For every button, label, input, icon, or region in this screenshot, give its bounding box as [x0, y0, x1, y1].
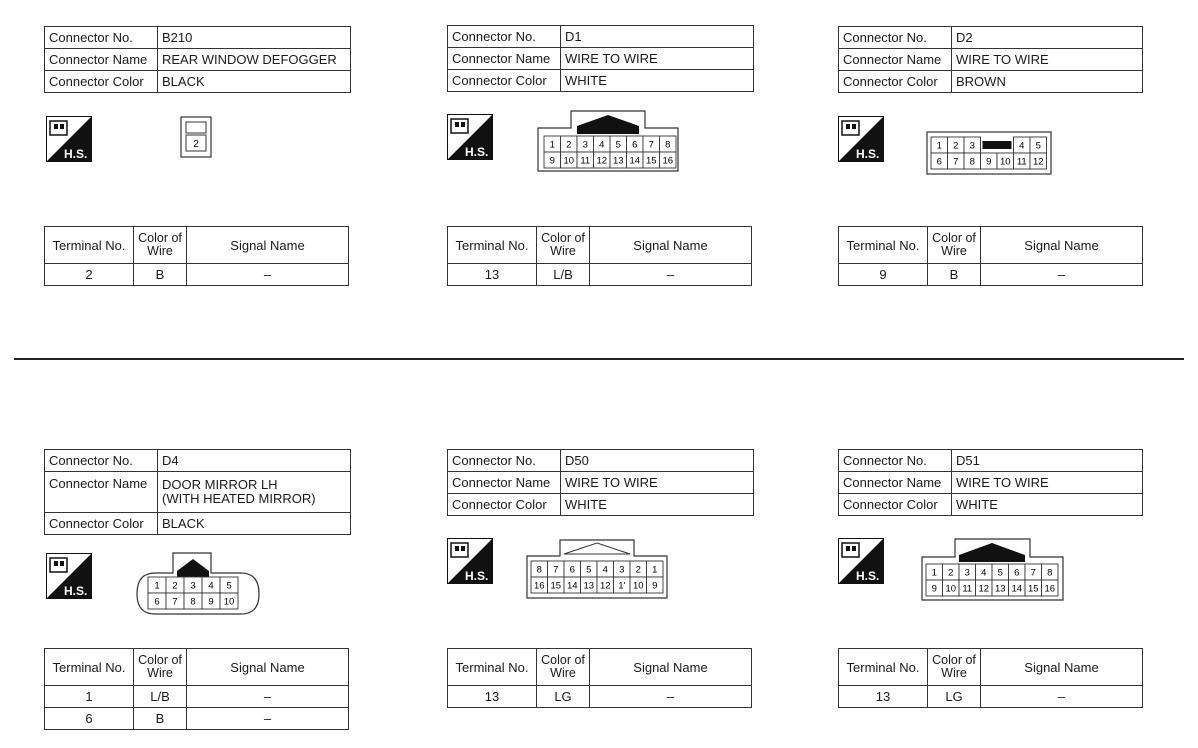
terminal-table: [447, 648, 752, 708]
connector-info-table: [44, 26, 351, 93]
harness-side-icon: [447, 114, 493, 160]
connector-name-value: WIRE TO WIRE: [561, 472, 754, 494]
signal-cell: –: [187, 264, 349, 286]
connector-name-value: WIRE TO WIRE: [952, 49, 1143, 71]
connector-name-label: Connector Name: [839, 49, 952, 71]
pin-label: 12: [596, 155, 608, 167]
pin-label: 11: [962, 583, 973, 595]
pin-label: 15: [550, 580, 562, 592]
connector-no-value: B210: [158, 27, 351, 49]
terminal-table: [838, 648, 1143, 708]
table-row: [839, 686, 1143, 708]
connector-face-b210: [180, 116, 212, 158]
pin-label: 2: [953, 140, 959, 152]
pin-label: 1: [652, 564, 658, 576]
connector-info-table: [44, 449, 351, 535]
pin-label: 3: [619, 564, 625, 576]
keyway-mark: [983, 141, 1012, 149]
signal-name-header: Signal Name: [187, 649, 349, 686]
pin-label: 9: [931, 583, 937, 595]
pin-label: 10: [632, 580, 644, 592]
connector-info-table: [838, 26, 1143, 93]
connector-no-label: Connector No.: [839, 450, 952, 472]
pin-label: 16: [533, 580, 545, 592]
connector-face-d4: [135, 551, 261, 616]
pin-label: 5: [586, 564, 592, 576]
signal-name-header: Signal Name: [590, 649, 752, 686]
pin-label: 12: [599, 580, 611, 592]
hs-label: H.S.: [465, 569, 489, 583]
connector-color-label: Connector Color: [839, 494, 952, 516]
pin-label: 2: [193, 139, 199, 150]
connector-name-label: Connector Name: [448, 472, 561, 494]
pin-label: 5: [226, 580, 232, 592]
terminal-cell: 1: [45, 686, 134, 708]
pin-label: 5: [615, 139, 621, 151]
connector-no-label: Connector No.: [45, 27, 158, 49]
pin-label: 6: [632, 139, 638, 151]
hs-label: H.S.: [856, 147, 880, 161]
connector-name-label: Connector Name: [448, 48, 561, 70]
pin-label: 11: [580, 155, 591, 167]
connector-info-table: [447, 449, 754, 516]
pin-label: 12: [978, 583, 990, 595]
terminal-cell: 13: [448, 264, 537, 286]
pin-label: 12: [1032, 156, 1044, 168]
pin-label: 3: [190, 580, 196, 592]
signal-name-header: Signal Name: [981, 649, 1143, 686]
pin-label: 9: [549, 155, 555, 167]
pin-label: 8: [1047, 567, 1053, 579]
pin-label: 8: [190, 596, 196, 608]
harness-side-icon: [46, 553, 92, 599]
pin-label: 16: [662, 155, 674, 167]
connector-face-d2: [926, 131, 1052, 175]
connector-no-value: D2: [952, 27, 1143, 49]
connector-color-label: Connector Color: [45, 71, 158, 93]
terminal-table: [44, 226, 349, 286]
connector-name-label: Connector Name: [45, 472, 158, 513]
pin-label: 8: [665, 139, 671, 151]
pin-label: 9: [208, 596, 214, 608]
pin-label: 4: [1019, 140, 1025, 152]
pin-label: 7: [648, 139, 654, 151]
connector-color-label: Connector Color: [448, 70, 561, 92]
table-row: [45, 264, 349, 286]
pin-label: 4: [599, 139, 605, 151]
section-divider: [14, 358, 1184, 360]
connector-name-value: REAR WINDOW DEFOGGER: [158, 49, 351, 71]
terminal-no-header: Terminal No.: [448, 649, 537, 686]
connector-no-label: Connector No.: [45, 450, 158, 472]
pin-label: 11: [1016, 156, 1027, 168]
connector-color-value: WHITE: [561, 70, 754, 92]
pin-label: 6: [1014, 567, 1020, 579]
connector-color-value: BLACK: [158, 513, 351, 535]
terminal-cell: 13: [839, 686, 928, 708]
connector-no-value: D51: [952, 450, 1143, 472]
pin-label: 10: [999, 156, 1011, 168]
signal-name-header: Signal Name: [187, 227, 349, 264]
connector-info-table: [447, 25, 754, 92]
pin-label: 9: [652, 580, 658, 592]
hs-label: H.S.: [465, 145, 489, 159]
pin-label: 8: [536, 564, 542, 576]
pin-label: 6: [936, 156, 942, 168]
connector-no-label: Connector No.: [448, 26, 561, 48]
connector-name-label: Connector Name: [839, 472, 952, 494]
connector-color-value: BROWN: [952, 71, 1143, 93]
connector-name-value: WIRE TO WIRE: [952, 472, 1143, 494]
pin-label: 6: [154, 596, 160, 608]
wire-cell: B: [928, 264, 981, 286]
terminal-cell: 13: [448, 686, 537, 708]
pin-label: 5: [1035, 140, 1041, 152]
pin-label: 5: [997, 567, 1003, 579]
signal-cell: –: [590, 686, 752, 708]
signal-name-header: Signal Name: [981, 227, 1143, 264]
signal-cell: –: [187, 686, 349, 708]
pin-label: 4: [208, 580, 214, 592]
connector-face-d1: [537, 110, 679, 172]
wire-cell: LG: [928, 686, 981, 708]
terminal-cell: 6: [45, 708, 134, 730]
pin-label: 3: [582, 139, 588, 151]
connector-name-value: DOOR MIRROR LH (WITH HEATED MIRROR): [158, 472, 351, 513]
wire-cell: LG: [537, 686, 590, 708]
hs-label: H.S.: [64, 584, 88, 598]
pin-label: 8: [969, 156, 975, 168]
pin-label: 14: [629, 155, 641, 167]
wire-cell: B: [134, 708, 187, 730]
table-row: [45, 686, 349, 708]
connector-color-label: Connector Color: [839, 71, 952, 93]
terminal-no-header: Terminal No.: [45, 227, 134, 264]
table-row: [45, 708, 349, 730]
terminal-table: [838, 226, 1143, 286]
pin-label: 2: [566, 139, 572, 151]
connector-color-value: BLACK: [158, 71, 351, 93]
wire-cell: B: [134, 264, 187, 286]
table-row: [839, 264, 1143, 286]
connector-name-label: Connector Name: [45, 49, 158, 71]
signal-cell: –: [981, 264, 1143, 286]
pin-label: 13: [612, 155, 624, 167]
pin-label: 14: [1011, 583, 1023, 595]
pin-label: 1: [549, 139, 555, 151]
connector-color-value: WHITE: [561, 494, 754, 516]
terminal-no-header: Terminal No.: [45, 649, 134, 686]
pin-label: 6: [569, 564, 575, 576]
pin-label: 10: [945, 583, 957, 595]
pin-label: 14: [566, 580, 578, 592]
connector-info-table: [838, 449, 1143, 516]
connector-no-value: D4: [158, 450, 351, 472]
hs-label: H.S.: [64, 147, 88, 161]
signal-cell: –: [590, 264, 752, 286]
pin-label: 3: [969, 140, 975, 152]
harness-side-icon: [838, 116, 884, 162]
wire-color-header: Color of Wire: [537, 649, 590, 686]
pin-label: 4: [981, 567, 987, 579]
pin-label: 4: [602, 564, 608, 576]
table-row: [448, 686, 752, 708]
pin-label: 10: [563, 155, 575, 167]
terminal-cell: 2: [45, 264, 134, 286]
terminal-no-header: Terminal No.: [839, 649, 928, 686]
pin-label: 2: [635, 564, 641, 576]
terminal-table: [44, 648, 349, 730]
pin-label: 7: [1030, 567, 1036, 579]
table-row: [448, 264, 752, 286]
connector-no-value: D1: [561, 26, 754, 48]
pin-label: 3: [964, 567, 970, 579]
pin-label: 1': [618, 580, 626, 592]
pin-label: 2: [172, 580, 178, 592]
wire-cell: L/B: [134, 686, 187, 708]
wire-color-header: Color of Wire: [134, 649, 187, 686]
pin-label: 7: [953, 156, 959, 168]
connector-no-label: Connector No.: [839, 27, 952, 49]
wire-color-header: Color of Wire: [134, 227, 187, 264]
pin-label: 13: [583, 580, 595, 592]
wire-color-header: Color of Wire: [928, 649, 981, 686]
pin-label: 13: [994, 583, 1006, 595]
pin-label: 1: [154, 580, 160, 592]
pin-label: 7: [553, 564, 559, 576]
connector-no-value: D50: [561, 450, 754, 472]
connector-no-label: Connector No.: [448, 450, 561, 472]
terminal-no-header: Terminal No.: [448, 227, 537, 264]
connector-face-d51: [921, 538, 1064, 601]
pin-label: 15: [645, 155, 657, 167]
pin-label: 16: [1044, 583, 1056, 595]
hs-label: H.S.: [856, 569, 880, 583]
wire-cell: L/B: [537, 264, 590, 286]
signal-cell: –: [981, 686, 1143, 708]
pin-label: 1: [936, 140, 942, 152]
terminal-table: [447, 226, 752, 286]
pin-label: 2: [948, 567, 954, 579]
connector-name-value: WIRE TO WIRE: [561, 48, 754, 70]
connector-face-d50: [526, 539, 668, 599]
connector-color-label: Connector Color: [448, 494, 561, 516]
pin-label: 7: [172, 596, 178, 608]
signal-name-header: Signal Name: [590, 227, 752, 264]
harness-side-icon: [838, 538, 884, 584]
pin-label: 10: [223, 596, 235, 608]
connector-color-label: Connector Color: [45, 513, 158, 535]
terminal-cell: 9: [839, 264, 928, 286]
terminal-no-header: Terminal No.: [839, 227, 928, 264]
wire-color-header: Color of Wire: [928, 227, 981, 264]
connector-color-value: WHITE: [952, 494, 1143, 516]
pin-label: 15: [1027, 583, 1039, 595]
pin-label: 9: [986, 156, 992, 168]
signal-cell: –: [187, 708, 349, 730]
wire-color-header: Color of Wire: [537, 227, 590, 264]
harness-side-icon: [46, 116, 92, 162]
harness-side-icon: [447, 538, 493, 584]
pin-label: 1: [931, 567, 937, 579]
